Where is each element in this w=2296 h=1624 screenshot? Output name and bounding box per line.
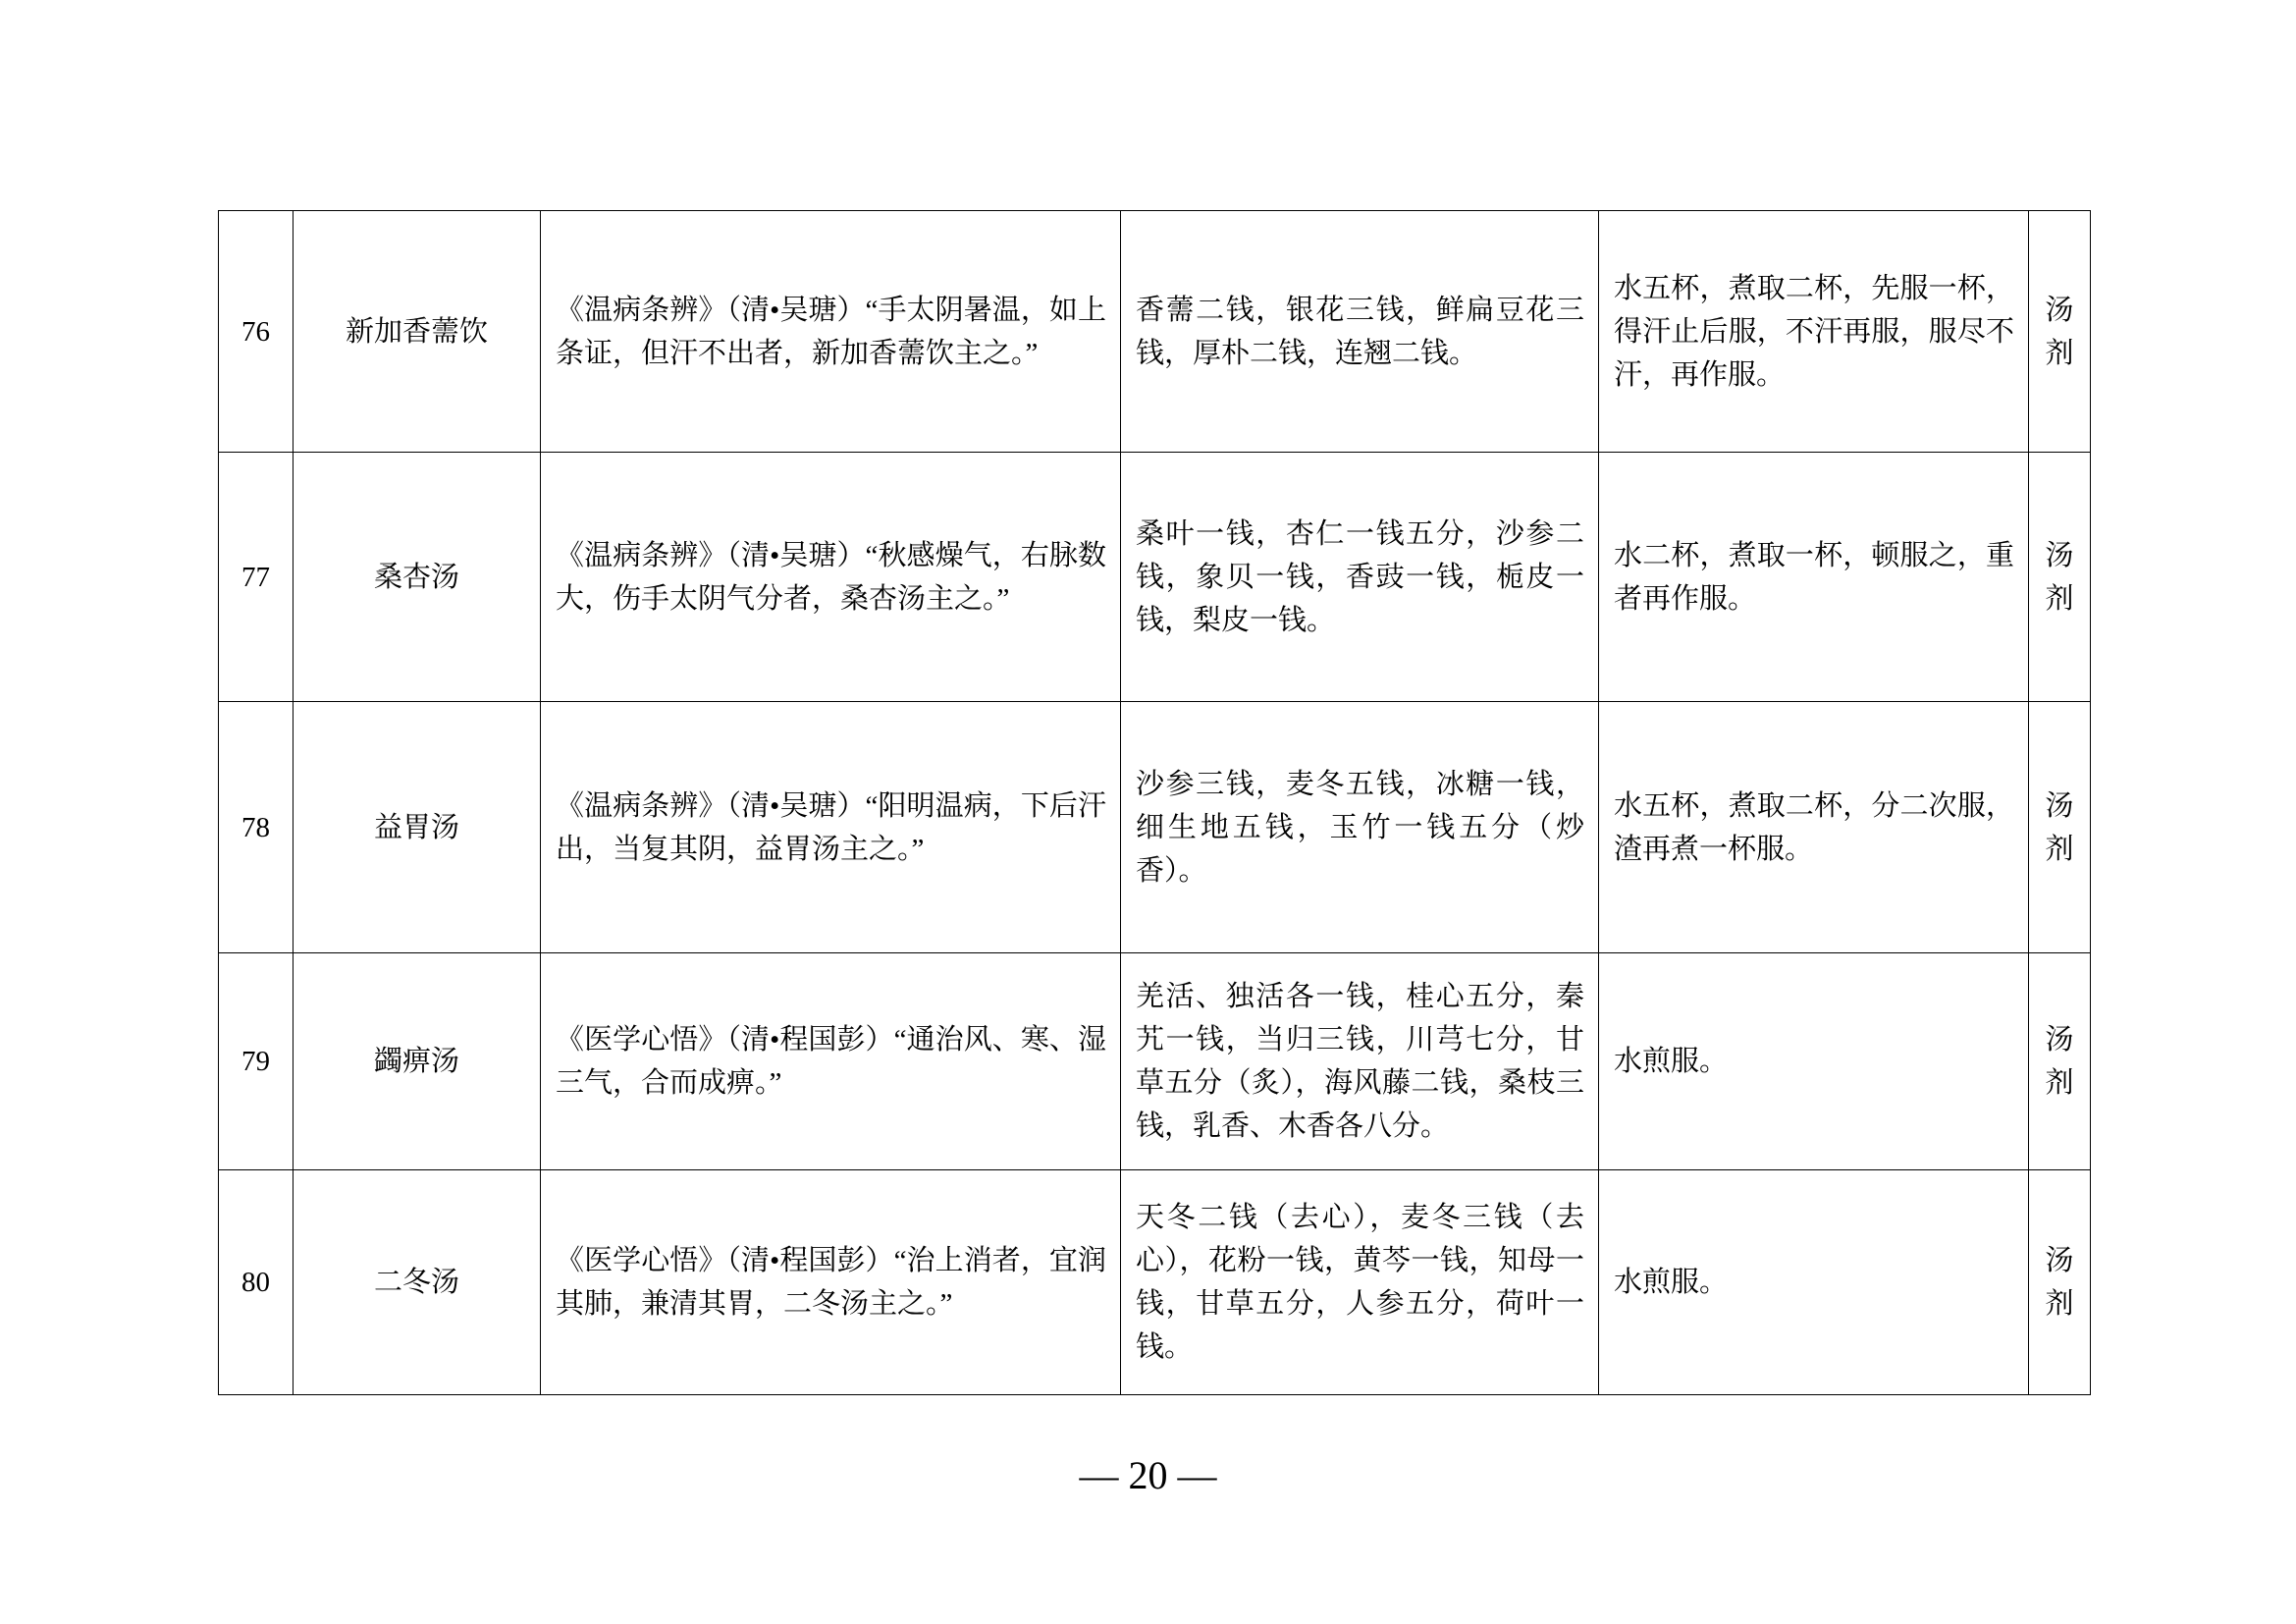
source-cell: 《医学心悟》（清•程国彭）“治上消者，宜润其肺，兼清其胃，二冬汤主之。” [541, 1170, 1121, 1395]
row-number-cell: 76 [219, 211, 294, 453]
preparation-method-cell: 水煎服。 [1599, 953, 2029, 1170]
row-number-cell: 77 [219, 453, 294, 702]
preparation-method-cell: 水二杯，煮取一杯，顿服之，重者再作服。 [1599, 453, 2029, 702]
table-row [219, 1170, 2091, 1395]
dosage-form-cell: 汤剂 [2029, 953, 2091, 1170]
dosage-form-cell: 汤剂 [2029, 1170, 2091, 1395]
dosage-form-cell: 汤剂 [2029, 211, 2091, 453]
page-number: — 20 — [1079, 1453, 1217, 1497]
dosage-form-cell: 汤剂 [2029, 702, 2091, 953]
table-row [219, 953, 2091, 1170]
dosage-form-cell: 汤剂 [2029, 453, 2091, 702]
row-number-cell: 80 [219, 1170, 294, 1395]
ingredients-cell: 天冬二钱（去心），麦冬三钱（去心），花粉一钱，黄芩一钱，知母一钱，甘草五分，人参五分，荷叶一钱。 [1121, 1170, 1599, 1395]
preparation-method-cell: 水五杯，煮取二杯，先服一杯，得汗止后服，不汗再服，服尽不汗，再作服。 [1599, 211, 2029, 453]
source-cell: 《医学心悟》（清•程国彭）“通治风、寒、湿三气，合而成痹。” [541, 953, 1121, 1170]
prescription-table-body [219, 211, 2091, 1395]
prescription-name-cell: 桑杏汤 [294, 453, 541, 702]
ingredients-cell: 羌活、独活各一钱，桂心五分，秦艽一钱，当归三钱，川芎七分，甘草五分（炙），海风藤二钱，桑枝三钱，乳香、木香各八分。 [1121, 953, 1599, 1170]
ingredients-cell: 桑叶一钱，杏仁一钱五分，沙参二钱，象贝一钱，香豉一钱，栀皮一钱，梨皮一钱。 [1121, 453, 1599, 702]
source-cell: 《温病条辨》（清•吴瑭）“阳明温病，下后汗出，当复其阴，益胃汤主之。” [541, 702, 1121, 953]
prescription-name-cell: 新加香薷饮 [294, 211, 541, 453]
prescription-table [218, 210, 2091, 1395]
source-cell: 《温病条辨》（清•吴瑭）“手太阴暑温，如上条证，但汗不出者，新加香薷饮主之。” [541, 211, 1121, 453]
ingredients-cell: 沙参三钱，麦冬五钱，冰糖一钱，细生地五钱，玉竹一钱五分（炒香）。 [1121, 702, 1599, 953]
table-row [219, 453, 2091, 702]
prescription-name-cell: 蠲痹汤 [294, 953, 541, 1170]
prescription-name-cell: 二冬汤 [294, 1170, 541, 1395]
row-number-cell: 79 [219, 953, 294, 1170]
ingredients-cell: 香薷二钱，银花三钱，鲜扁豆花三钱，厚朴二钱，连翘二钱。 [1121, 211, 1599, 453]
prescription-name-cell: 益胃汤 [294, 702, 541, 953]
table-row [219, 211, 2091, 453]
source-cell: 《温病条辨》（清•吴瑭）“秋感燥气，右脉数大，伤手太阴气分者，桑杏汤主之。” [541, 453, 1121, 702]
preparation-method-cell: 水五杯，煮取二杯，分二次服，渣再煮一杯服。 [1599, 702, 2029, 953]
table-row [219, 702, 2091, 953]
preparation-method-cell: 水煎服。 [1599, 1170, 2029, 1395]
row-number-cell: 78 [219, 702, 294, 953]
